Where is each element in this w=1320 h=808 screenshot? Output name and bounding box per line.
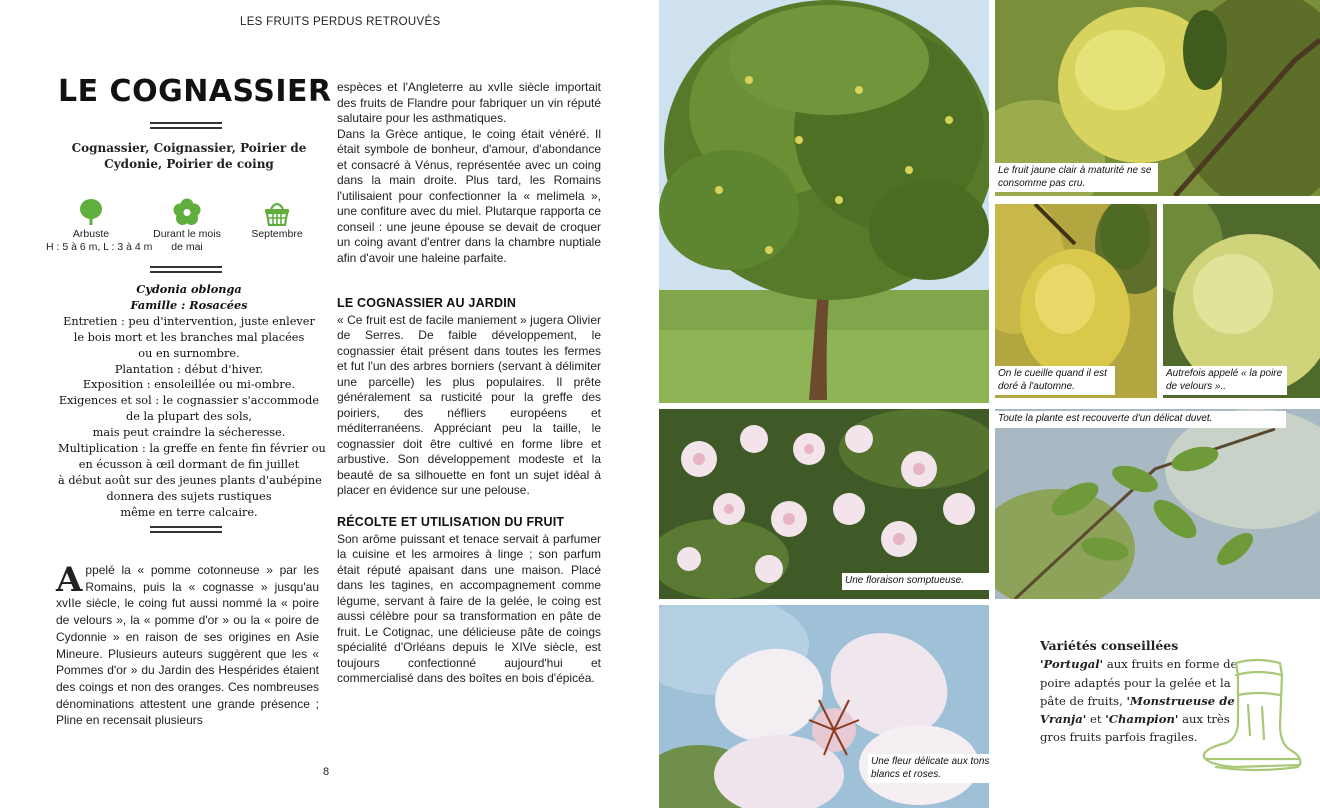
- varieties-text-3: aux très gros fruits parfois fragiles.: [1040, 712, 1230, 745]
- common-names: Cognassier, Coignassier, Poirier de Cydonie, Poirier de coing: [71, 141, 307, 171]
- spec-line: mais peut craindre la sécheresse.: [92, 426, 286, 440]
- caption-velvet: Autrefois appelé « la poire de velours »..: [1163, 366, 1287, 395]
- caption-picked: On le cueille quand il est doré à l'automne.: [995, 366, 1115, 395]
- caption-duvet: Toute la plante est recouverte d'un délicat duvet.: [995, 411, 1286, 428]
- harvest-label: Septembre: [251, 228, 303, 240]
- garden-section: [337, 296, 601, 499]
- boot-icon: [1196, 655, 1308, 775]
- caption-blossom: Une floraison somptueuse.: [842, 573, 989, 590]
- caption-flower: Une fleur délicate aux tons blancs et roses.: [868, 754, 989, 783]
- basket-icon: [263, 198, 291, 226]
- habit-label: Arbuste: [72, 228, 110, 240]
- caption-fruit-yellow: Le fruit jaune clair à maturité ne se consomme pas cru.: [995, 163, 1158, 192]
- flowering-info: [142, 198, 232, 254]
- spec-line: Plantation : début d'hiver.: [114, 362, 264, 376]
- title-divider: [150, 122, 222, 129]
- spec-line: le bois mort et les branches mal placées: [73, 330, 305, 344]
- spec-line: à début août sur des jeunes plants d'aubépine: [58, 473, 322, 487]
- spec-line: même en terre calcaire.: [120, 505, 258, 519]
- spec-line: de la plupart des sols,: [126, 410, 252, 424]
- specs-top-divider: [150, 266, 222, 273]
- harvest-info: [232, 198, 322, 241]
- history-paragraph-2: Dans la Grèce antique, le coing était vénéré. Il était symbole de bonheur, d'amour, d'abondance et consacré à Vénus, représentée avec un coing dans la main droite. Plus tard, les Romains l'utilisaient pour confectionner la « melimela », une confiture avec du miel. Plutarque rapporta ce conseil : une jeune épouse se devait de croquer un coing avant d'entrer dans la chambre nuptiale afin d'avoir une haleine parfaite.: [337, 126, 601, 265]
- harvest-section: [337, 515, 601, 687]
- intro-paragraph: [56, 562, 319, 729]
- spec-line: en écusson à œil dormant de fin juillet: [78, 457, 300, 471]
- cultivation-specs: [58, 282, 326, 521]
- garden-paragraph: « Ce fruit est de facile maniement » jugera Olivier de Serres. De faible développement, le cognassier était présent dans toutes les fermes et fut l'un des arbres borniers (servant à délimiter une parcelle) les plus populaires. Il prête généralement sa rusticité pour la greffe des poiriers, des néfliers européens et méditerranéens. Appréciant peu la taille, le cognassier doit être cultivé en forme libre et arbustive. Son développement modeste et la beauté de sa silhouette en font un sujet idéal à placer en évidence sur une pelouse.: [337, 312, 601, 497]
- golden-fruit-photo: [995, 204, 1157, 398]
- garden-heading: LE COGNASSIER AU JARDIN: [337, 296, 517, 310]
- latin-name: Cydonia oblonga: [136, 282, 242, 296]
- history-paragraph-1: espèces et l'Angleterre au xvIIe siècle importait des fruits de Flandre pour fabriquer un vin réputé salutaire pour les asthmatiques.: [337, 80, 601, 125]
- harvest-heading: RÉCOLTE ET UTILISATION DU FRUIT: [337, 515, 565, 529]
- variety-champion: 'Champion': [1105, 712, 1179, 727]
- varieties-text-2: et: [1086, 712, 1106, 727]
- spec-line: Exigences et sol : le cognassier s'accommode: [58, 394, 320, 408]
- spec-line: Multiplication : la greffe en fente fin février ou: [58, 442, 326, 456]
- spec-line: ou en surnombre.: [138, 346, 240, 360]
- leaves-photo: [995, 409, 1320, 599]
- blossom-photo: [659, 409, 989, 599]
- specs-bottom-divider: [150, 526, 222, 533]
- habit-info: [46, 198, 153, 254]
- varieties-title: Variétés conseillées: [1040, 638, 1179, 653]
- spec-line: Exposition : ensoleillée ou mi-ombre.: [82, 378, 296, 392]
- spec-line: Entretien : peu d'intervention, juste enlever: [63, 314, 315, 328]
- flower-photo: [659, 605, 989, 808]
- family-name: Famille : Rosacées: [130, 297, 248, 312]
- flowering-label-1: Durant le mois: [153, 228, 221, 240]
- history-column: [337, 80, 601, 266]
- tree-icon: [78, 198, 104, 226]
- varieties-text-1: aux fruits en forme de poire adaptés pour la gelée et la pâte de fruits,: [1040, 657, 1238, 708]
- flowering-label-2: de mai: [171, 241, 203, 253]
- spec-line: donnera des sujets rustiques: [106, 489, 272, 503]
- yellow-fruit-photo: [995, 0, 1320, 196]
- page-number: 8: [323, 766, 330, 778]
- running-head: LES FRUITS PERDUS RETROUVÉS: [240, 16, 441, 28]
- variety-portugal: 'Portugal': [1040, 657, 1104, 672]
- drop-cap: A: [56, 560, 83, 600]
- harvest-paragraph: Son arôme puissant et tenace servait à parfumer la cuisine et les armoires à linge ; son parfum était réputé apaisant dans une maison. Placé dans les tagines, en accompagnement comme légume, servant à faire de la gelée, le coing est aussi célèbre pour sa transformation en pâte de fruit. Le Cotignac, une délicieuse pâte de coings spécialité d'Orléans depuis le XIVe siècle, est toujours confectionné aujourd'hui et commercialisé dans des boîtes en bois d'épicéa.: [337, 531, 601, 685]
- habit-size: H : 5 à 6 m, L : 3 à 4 m: [46, 241, 153, 253]
- page-title: LE COGNASSIER: [58, 74, 332, 109]
- variety-monstrueuse: 'Monstrueuse de Vranja': [1040, 693, 1235, 727]
- tree-photo: [659, 0, 989, 403]
- intro-text: ppelé la « pomme cotonneuse » par les Romains, puis la « cognasse » jusqu'au xvIIe siècle, le coing fut aussi nommé la « poire de velours », la « pomme d'or » ou la « poire de Cydonnie » en raison de ses origines en Asie Mineure. Plusieurs auteurs suggèrent que les « Pommes d'or » du Jardin des Hespérides étaient des coings et non des oranges. Ces nombreuses dénominations attestent une grande présence ; Pline en recensait plusieurs: [56, 563, 319, 728]
- flower-icon: [173, 198, 201, 226]
- velvet-fruit-photo: [1163, 204, 1320, 398]
